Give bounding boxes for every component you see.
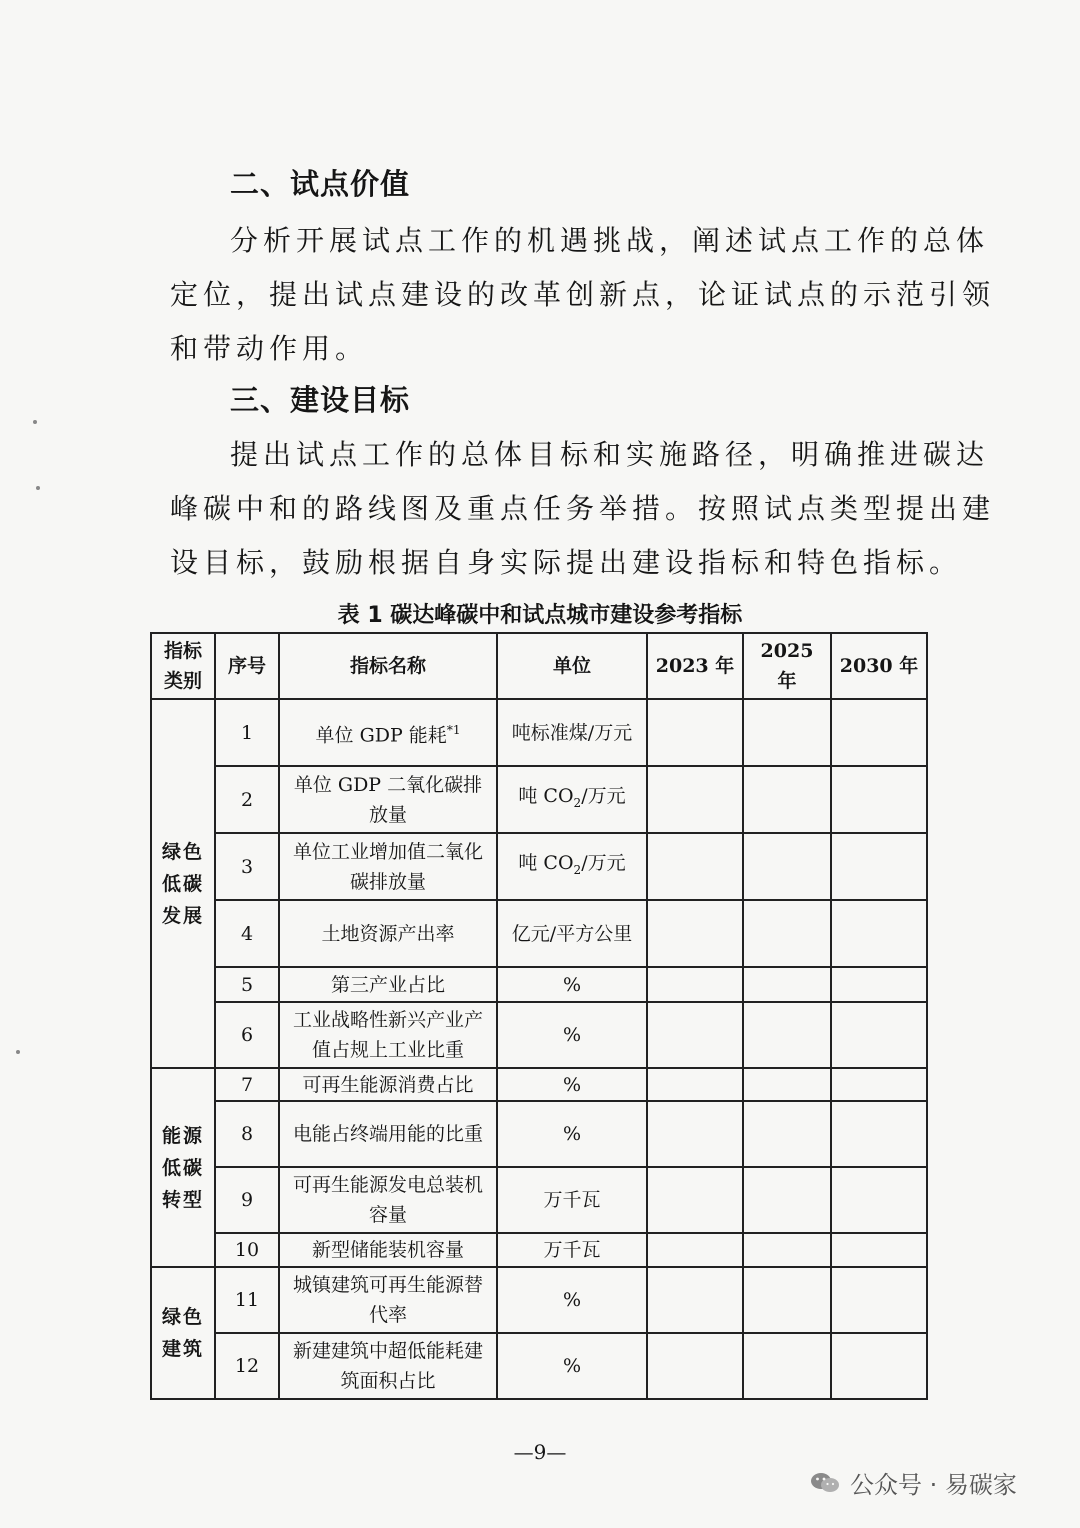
category-cell: 能源低碳转型 — [151, 1068, 215, 1267]
name-cell: 新建建筑中超低能耗建筑面积占比 — [279, 1333, 497, 1399]
section-heading-value: 二、试点价值 — [230, 167, 411, 201]
name-cell: 土地资源产出率 — [279, 900, 497, 967]
indicator-table — [150, 632, 928, 1400]
scan-speck — [33, 420, 37, 424]
page-number: —9— — [513, 1440, 567, 1464]
table-row — [151, 1333, 927, 1399]
paragraph-line: 和带动作用。 — [170, 332, 369, 365]
section-goals-paragraph — [170, 428, 996, 590]
value-cell[interactable] — [831, 967, 927, 1002]
value-cell[interactable] — [647, 900, 743, 967]
value-cell[interactable] — [647, 1068, 743, 1101]
name-cell: 可再生能源发电总装机容量 — [279, 1167, 497, 1233]
scan-speck — [36, 486, 40, 490]
name-cell: 可再生能源消费占比 — [279, 1068, 497, 1101]
paragraph-line: 设目标，鼓励根据自身实际提出建设指标和特色指标。 — [170, 546, 963, 579]
table-row — [151, 1267, 927, 1333]
name-cell: 第三产业占比 — [279, 967, 497, 1002]
value-cell[interactable] — [831, 900, 927, 967]
unit-cell: 吨 $CO_2/$万元 — [497, 833, 647, 900]
watermark — [810, 1465, 1017, 1500]
value-cell[interactable] — [743, 1101, 831, 1167]
wechat-icon — [810, 1471, 840, 1495]
seq-cell: 5 — [215, 967, 279, 1002]
footnote-mark: *1 — [446, 722, 461, 737]
header-2025: 2025 年 — [743, 633, 831, 699]
value-cell[interactable] — [647, 1267, 743, 1333]
value-cell[interactable] — [647, 1333, 743, 1399]
header-category: 指标类别 — [151, 633, 215, 699]
header-2023: 2023 年 — [647, 633, 743, 699]
category-cell: 绿色低碳发展 — [151, 699, 215, 1068]
name-cell: 新型储能装机容量 — [279, 1233, 497, 1267]
header-seq: 序号 — [215, 633, 279, 699]
seq-cell: 7 — [215, 1068, 279, 1101]
table-row — [151, 1068, 927, 1101]
value-cell[interactable] — [743, 900, 831, 967]
category-cell: 绿色建筑 — [151, 1267, 215, 1399]
paragraph-line: 峰碳中和的路线图及重点任务举措。按照试点类型提出建 — [170, 492, 996, 525]
unit-cell: % — [497, 1101, 647, 1167]
value-cell[interactable] — [743, 833, 831, 900]
table-header-row — [151, 633, 927, 699]
table-row — [151, 1101, 927, 1167]
value-cell[interactable] — [831, 699, 927, 766]
value-cell[interactable] — [647, 1101, 743, 1167]
seq-cell: 12 — [215, 1333, 279, 1399]
seq-cell: 8 — [215, 1101, 279, 1167]
name-cell: 单位 GDP 二氧化碳排放量 — [279, 766, 497, 833]
value-cell[interactable] — [647, 1167, 743, 1233]
seq-cell: 10 — [215, 1233, 279, 1267]
unit-cell: 亿元/平方公里 — [497, 900, 647, 967]
unit-cell: 万千瓦 — [497, 1167, 647, 1233]
seq-cell: 11 — [215, 1267, 279, 1333]
value-cell[interactable] — [647, 766, 743, 833]
header-2030: 2030 年 — [831, 633, 927, 699]
unit-cell: 吨 $CO_2/$万元 — [497, 766, 647, 833]
value-cell[interactable] — [831, 833, 927, 900]
unit-cell: % — [497, 1333, 647, 1399]
header-name: 指标名称 — [279, 633, 497, 699]
seq-cell: 1 — [215, 699, 279, 766]
value-cell[interactable] — [831, 1002, 927, 1068]
paragraph-line: 分析开展试点工作的机遇挑战，阐述试点工作的总体 — [230, 224, 990, 257]
value-cell[interactable] — [831, 1068, 927, 1101]
value-cell[interactable] — [743, 967, 831, 1002]
header-unit: 单位 — [497, 633, 647, 699]
section-heading-goals: 三、建设目标 — [230, 383, 411, 417]
value-cell[interactable] — [647, 833, 743, 900]
value-cell[interactable] — [647, 699, 743, 766]
seq-cell: 3 — [215, 833, 279, 900]
paragraph-line: 提出试点工作的总体目标和实施路径，明确推进碳达 — [230, 438, 990, 471]
table-row — [151, 1002, 927, 1068]
value-cell[interactable] — [831, 1167, 927, 1233]
seq-cell: 4 — [215, 900, 279, 967]
table-row — [151, 833, 927, 900]
value-cell[interactable] — [743, 1233, 831, 1267]
table-row — [151, 900, 927, 967]
table-row — [151, 1233, 927, 1267]
value-cell[interactable] — [743, 766, 831, 833]
value-cell[interactable] — [647, 967, 743, 1002]
value-cell[interactable] — [743, 1068, 831, 1101]
value-cell[interactable] — [743, 1333, 831, 1399]
value-cell[interactable] — [647, 1233, 743, 1267]
name-cell: 单位 GDP 能耗$^{*1}$ — [279, 699, 497, 766]
seq-cell: 2 — [215, 766, 279, 833]
value-cell[interactable] — [647, 1002, 743, 1068]
value-cell[interactable] — [743, 1267, 831, 1333]
seq-cell: 6 — [215, 1002, 279, 1068]
name-cell: 电能占终端用能的比重 — [279, 1101, 497, 1167]
unit-cell: % — [497, 1068, 647, 1101]
unit-cell: 吨标准煤/万元 — [497, 699, 647, 766]
table-caption: 表 1 碳达峰碳中和试点城市建设参考指标 — [337, 603, 743, 628]
name-cell: 单位工业增加值二氧化碳排放量 — [279, 833, 497, 900]
table-row — [151, 766, 927, 833]
name-cell: 城镇建筑可再生能源替代率 — [279, 1267, 497, 1333]
value-cell[interactable] — [831, 1101, 927, 1167]
value-cell[interactable] — [831, 1233, 927, 1267]
value-cell[interactable] — [743, 1167, 831, 1233]
name-cell: 工业战略性新兴产业产值占规上工业比重 — [279, 1002, 497, 1068]
table-row — [151, 967, 927, 1002]
value-cell[interactable] — [743, 1002, 831, 1068]
value-cell[interactable] — [743, 699, 831, 766]
paragraph-line: 定位，提出试点建设的改革创新点，论证试点的示范引领 — [170, 278, 996, 311]
unit-cell: 万千瓦 — [497, 1233, 647, 1267]
table-row — [151, 1167, 927, 1233]
table-row — [151, 699, 927, 766]
unit-cell: % — [497, 967, 647, 1002]
value-cell[interactable] — [831, 1267, 927, 1333]
unit-cell: % — [497, 1002, 647, 1068]
watermark-text: 公众号 · 易碳家 — [850, 1471, 1017, 1499]
value-cell[interactable] — [831, 1333, 927, 1399]
scan-speck — [16, 1050, 20, 1054]
unit-cell: % — [497, 1267, 647, 1333]
section-value-paragraph — [170, 214, 996, 376]
seq-cell: 9 — [215, 1167, 279, 1233]
value-cell[interactable] — [831, 766, 927, 833]
